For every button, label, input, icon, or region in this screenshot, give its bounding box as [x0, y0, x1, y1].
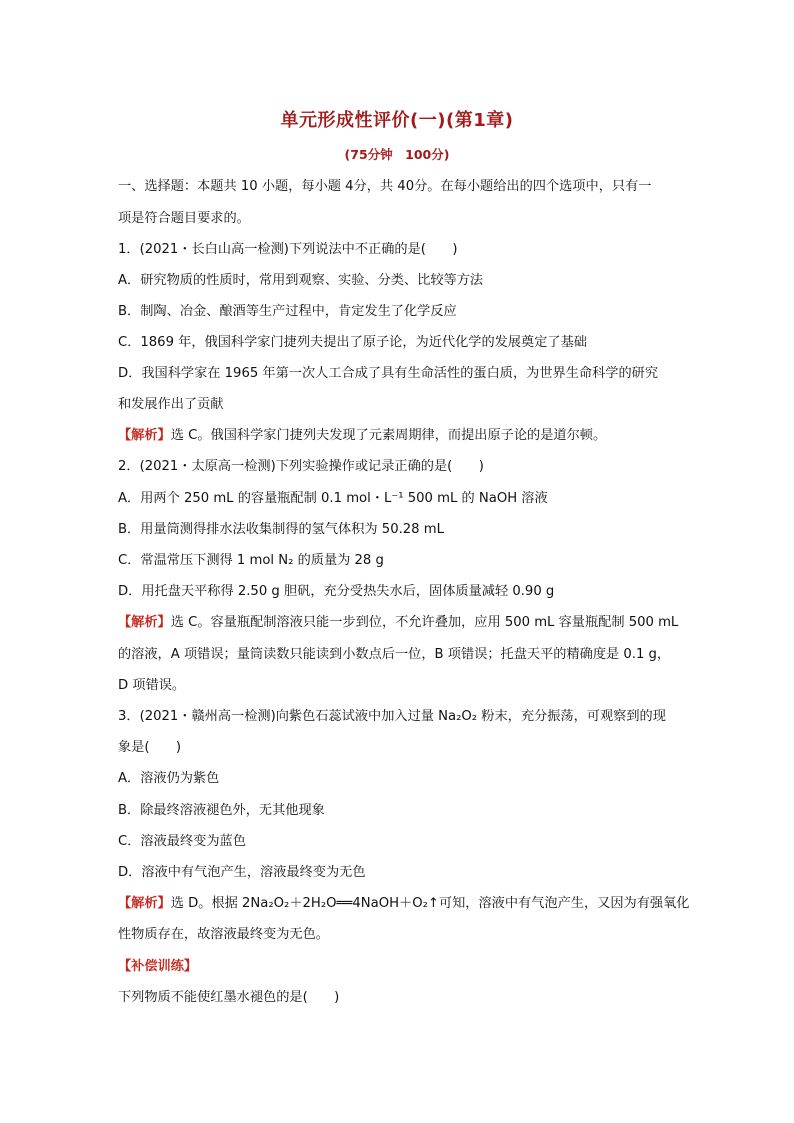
page-title: 单元形成性评价(一)(第1章)	[280, 110, 514, 131]
q1-option-a: A．研究物质的性质时，常用到观察、实验、分类、比较等方法	[118, 273, 484, 288]
q3-option-b: B．除最终溶液褪色外，无其他现象	[118, 803, 325, 818]
q1-analysis	[118, 427, 688, 445]
section-instruction-line-1: 一、选择题：本题共 10 小题，每小题 4分，共 40分。在每小题给出的四个选项中，只有一	[118, 179, 652, 194]
supplement-heading	[118, 958, 688, 976]
q1-option-d-line-1: D．我国科学家在 1965 年第一次人工合成了具有生命活性的蛋白质，为世界生命科学的研究	[118, 366, 659, 381]
q3-analysis-line-2: 性物质存在，故溶液最终变为无色。	[118, 927, 329, 942]
q2-analysis-line-1	[118, 614, 688, 632]
q2-analysis-line-2: 的溶液，A 项错误；量筒读数只能读到小数点后一位，B 项错误；托盘天平的精确度是 0.1 g，	[118, 647, 671, 662]
supplement-stem: 下列物质不能使红墨水褪色的是( )	[118, 990, 340, 1005]
section-instruction-line-2: 项是符合题目要求的。	[118, 211, 250, 226]
q3-option-a: A．溶液仍为紫色	[118, 771, 220, 786]
q3-option-d: D．溶液中有气泡产生，溶液最终变为无色	[118, 865, 366, 880]
q2-option-a: A．用两个 250 mL 的容量瓶配制 0.1 mol・L⁻¹ 500 mL 的 NaOH 溶液	[118, 491, 548, 506]
analysis-tag: 【解析】	[118, 428, 171, 443]
supplement-tag: 【补偿训练】	[118, 959, 198, 974]
q2-option-c: C．常温常压下测得 1 mol N₂ 的质量为 28 g	[118, 553, 384, 568]
q3-stem-line-1: 3．(2021・赣州高一检测)向紫色石蕊试液中加入过量 Na₂O₂ 粉末，充分振荡，可观察到的现	[118, 709, 666, 724]
q2-option-d: D．用托盘天平称得 2.50 g 胆矾，充分受热失水后，固体质量减轻 0.90 g	[118, 584, 555, 599]
q1-stem: 1．(2021・长白山高一检测)下列说法中不正确的是( )	[118, 242, 458, 257]
q1-option-d-line-2: 和发展作出了贡献	[118, 397, 224, 412]
q1-analysis-text: 选 C。俄国科学家门捷列夫发现了元素周期律，而提出原子论的是道尔顿。	[170, 428, 607, 443]
page-subtitle: (75分钟 100分)	[344, 147, 450, 162]
q1-option-b: B．制陶、冶金、酿酒等生产过程中，肯定发生了化学反应	[118, 304, 457, 319]
q3-option-c: C．溶液最终变为蓝色	[118, 834, 246, 849]
q2-analysis-line-3: D 项错误。	[118, 678, 186, 693]
q2-option-b: B．用量筒测得排水法收集制得的氢气体积为 50.28 mL	[118, 522, 444, 537]
q1-option-c: C．1869 年，俄国科学家门捷列夫提出了原子论，为近代化学的发展奠定了基础	[118, 335, 587, 350]
q3-analysis-line-1	[118, 895, 688, 913]
q2-analysis-text-1: 选 C。容量瓶配制溶液只能一步到位，不允许叠加，应用 500 mL 容量瓶配制 500 mL	[170, 615, 679, 630]
q3-stem-line-2: 象是( )	[118, 740, 182, 755]
analysis-tag: 【解析】	[118, 615, 171, 630]
q3-analysis-text-1: 选 D。根据 2Na₂O₂＋2H₂O══4NaOH＋O₂↑可知，溶液中有气泡产生，又因为有强氧化	[170, 896, 690, 911]
q2-stem: 2．(2021・太原高一检测)下列实验操作或记录正确的是( )	[118, 459, 484, 474]
analysis-tag: 【解析】	[118, 896, 171, 911]
